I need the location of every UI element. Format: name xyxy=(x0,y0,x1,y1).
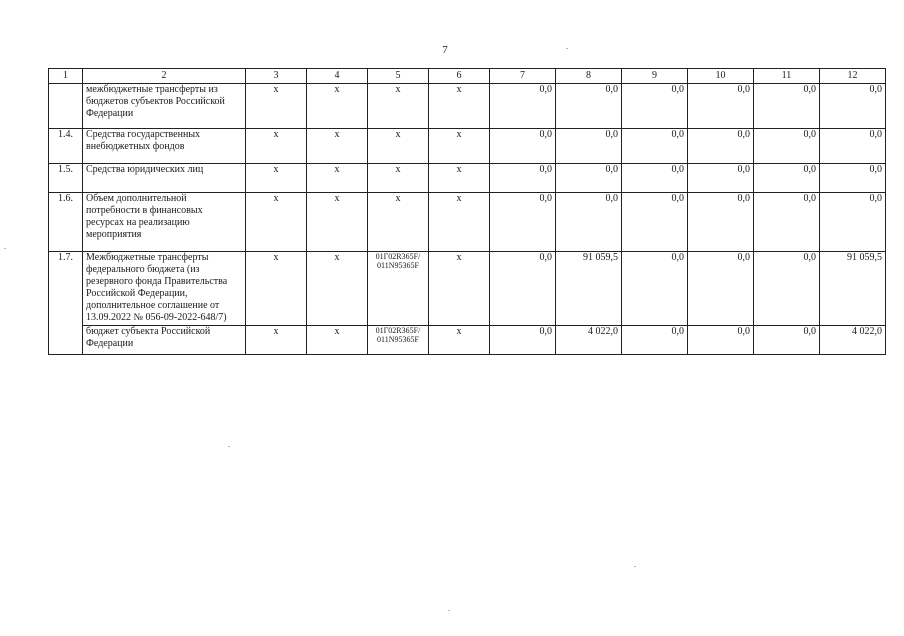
column-header: 6 xyxy=(429,69,490,84)
cell: 91 059,5 xyxy=(556,252,622,326)
cell: 4 022,0 xyxy=(556,326,622,355)
cell: 0,0 xyxy=(688,193,754,252)
scan-speck xyxy=(4,248,6,249)
page-number: 7 xyxy=(442,44,448,56)
cell: 0,0 xyxy=(490,193,556,252)
cell: 0,0 xyxy=(754,252,820,326)
cell: 0,0 xyxy=(622,129,688,164)
column-header: 2 xyxy=(83,69,246,84)
row-number: 1.6. xyxy=(49,193,83,252)
cell: x xyxy=(429,129,490,164)
table-row xyxy=(49,326,886,355)
row-description: межбюджетные трансферты из бюджетов субъектов Российской Федерации xyxy=(83,84,246,129)
column-header: 10 xyxy=(688,69,754,84)
column-header: 12 xyxy=(820,69,886,84)
row-number: 1.7. xyxy=(49,252,83,355)
header-row xyxy=(49,69,886,84)
cell: 0,0 xyxy=(754,129,820,164)
cell: x xyxy=(429,326,490,355)
row-number: 1.5. xyxy=(49,164,83,193)
row-description: Средства юридических лиц xyxy=(83,164,246,193)
cell: 0,0 xyxy=(622,84,688,129)
row-description: бюджет субъекта Российской Федерации xyxy=(83,326,246,355)
scan-speck xyxy=(448,610,450,611)
cell: x xyxy=(307,129,368,164)
cell: 0,0 xyxy=(820,84,886,129)
column-header: 5 xyxy=(368,69,429,84)
column-header: 11 xyxy=(754,69,820,84)
cell: 0,0 xyxy=(820,193,886,252)
cell: 0,0 xyxy=(688,326,754,355)
cell: 0,0 xyxy=(820,164,886,193)
cell: x xyxy=(307,326,368,355)
scan-speck xyxy=(228,446,230,447)
cell: 0,0 xyxy=(622,164,688,193)
cell: 0,0 xyxy=(622,193,688,252)
scan-speck xyxy=(566,48,568,49)
cell: 0,0 xyxy=(556,193,622,252)
cell: x xyxy=(368,129,429,164)
row-description: Объем дополнительной потребности в финансовых ресурсах на реализацию мероприятия xyxy=(83,193,246,252)
table-row xyxy=(49,193,886,252)
cell: 0,0 xyxy=(754,193,820,252)
cell: 0,0 xyxy=(556,129,622,164)
cell: x xyxy=(429,84,490,129)
table-row xyxy=(49,164,886,193)
cell: 0,0 xyxy=(754,326,820,355)
scan-speck xyxy=(634,566,636,567)
column-header: 7 xyxy=(490,69,556,84)
column-header: 4 xyxy=(307,69,368,84)
cell: x xyxy=(307,252,368,326)
cell: 0,0 xyxy=(754,164,820,193)
cell: 0,0 xyxy=(490,164,556,193)
cell: 0,0 xyxy=(688,84,754,129)
cell: 0,0 xyxy=(556,164,622,193)
cell: 0,0 xyxy=(622,252,688,326)
cell: 0,0 xyxy=(688,252,754,326)
cell: x xyxy=(246,326,307,355)
row-description: Средства государственных внебюджетных фондов xyxy=(83,129,246,164)
cell: 4 022,0 xyxy=(820,326,886,355)
row-number xyxy=(49,84,83,129)
cell: 0,0 xyxy=(820,129,886,164)
cell: x xyxy=(246,164,307,193)
cell: 0,0 xyxy=(556,84,622,129)
column-header: 8 xyxy=(556,69,622,84)
cell: x xyxy=(246,84,307,129)
cell: x xyxy=(246,252,307,326)
table-row xyxy=(49,129,886,164)
column-header: 9 xyxy=(622,69,688,84)
column-header: 3 xyxy=(246,69,307,84)
cell: x xyxy=(246,129,307,164)
row-number: 1.4. xyxy=(49,129,83,164)
cell: 0,0 xyxy=(622,326,688,355)
cell: 0,0 xyxy=(490,84,556,129)
cell: x xyxy=(307,193,368,252)
cell: x xyxy=(246,193,307,252)
budget-code-cell: 01Г02R365F/ 011N95365F xyxy=(368,252,429,326)
cell: x xyxy=(307,84,368,129)
cell: 0,0 xyxy=(490,326,556,355)
cell: x xyxy=(368,84,429,129)
cell: 0,0 xyxy=(490,252,556,326)
table-row xyxy=(49,84,886,129)
cell: x xyxy=(429,252,490,326)
cell: x xyxy=(429,193,490,252)
budget-table xyxy=(48,68,886,355)
cell: x xyxy=(368,193,429,252)
table-row xyxy=(49,252,886,326)
column-header: 1 xyxy=(49,69,83,84)
cell: x xyxy=(429,164,490,193)
cell: 0,0 xyxy=(490,129,556,164)
row-description: Межбюджетные трансферты федерального бюджета (из резервного фонда Правительства Российской Федерации, дополнительное соглашение от 13.09.2022 № 056-09-2022-648/7) xyxy=(83,252,246,326)
cell: 0,0 xyxy=(688,164,754,193)
cell: x xyxy=(368,164,429,193)
cell: 0,0 xyxy=(754,84,820,129)
cell: 91 059,5 xyxy=(820,252,886,326)
cell: 0,0 xyxy=(688,129,754,164)
cell: x xyxy=(307,164,368,193)
budget-code-cell: 01Г02R365F/ 011N95365F xyxy=(368,326,429,355)
